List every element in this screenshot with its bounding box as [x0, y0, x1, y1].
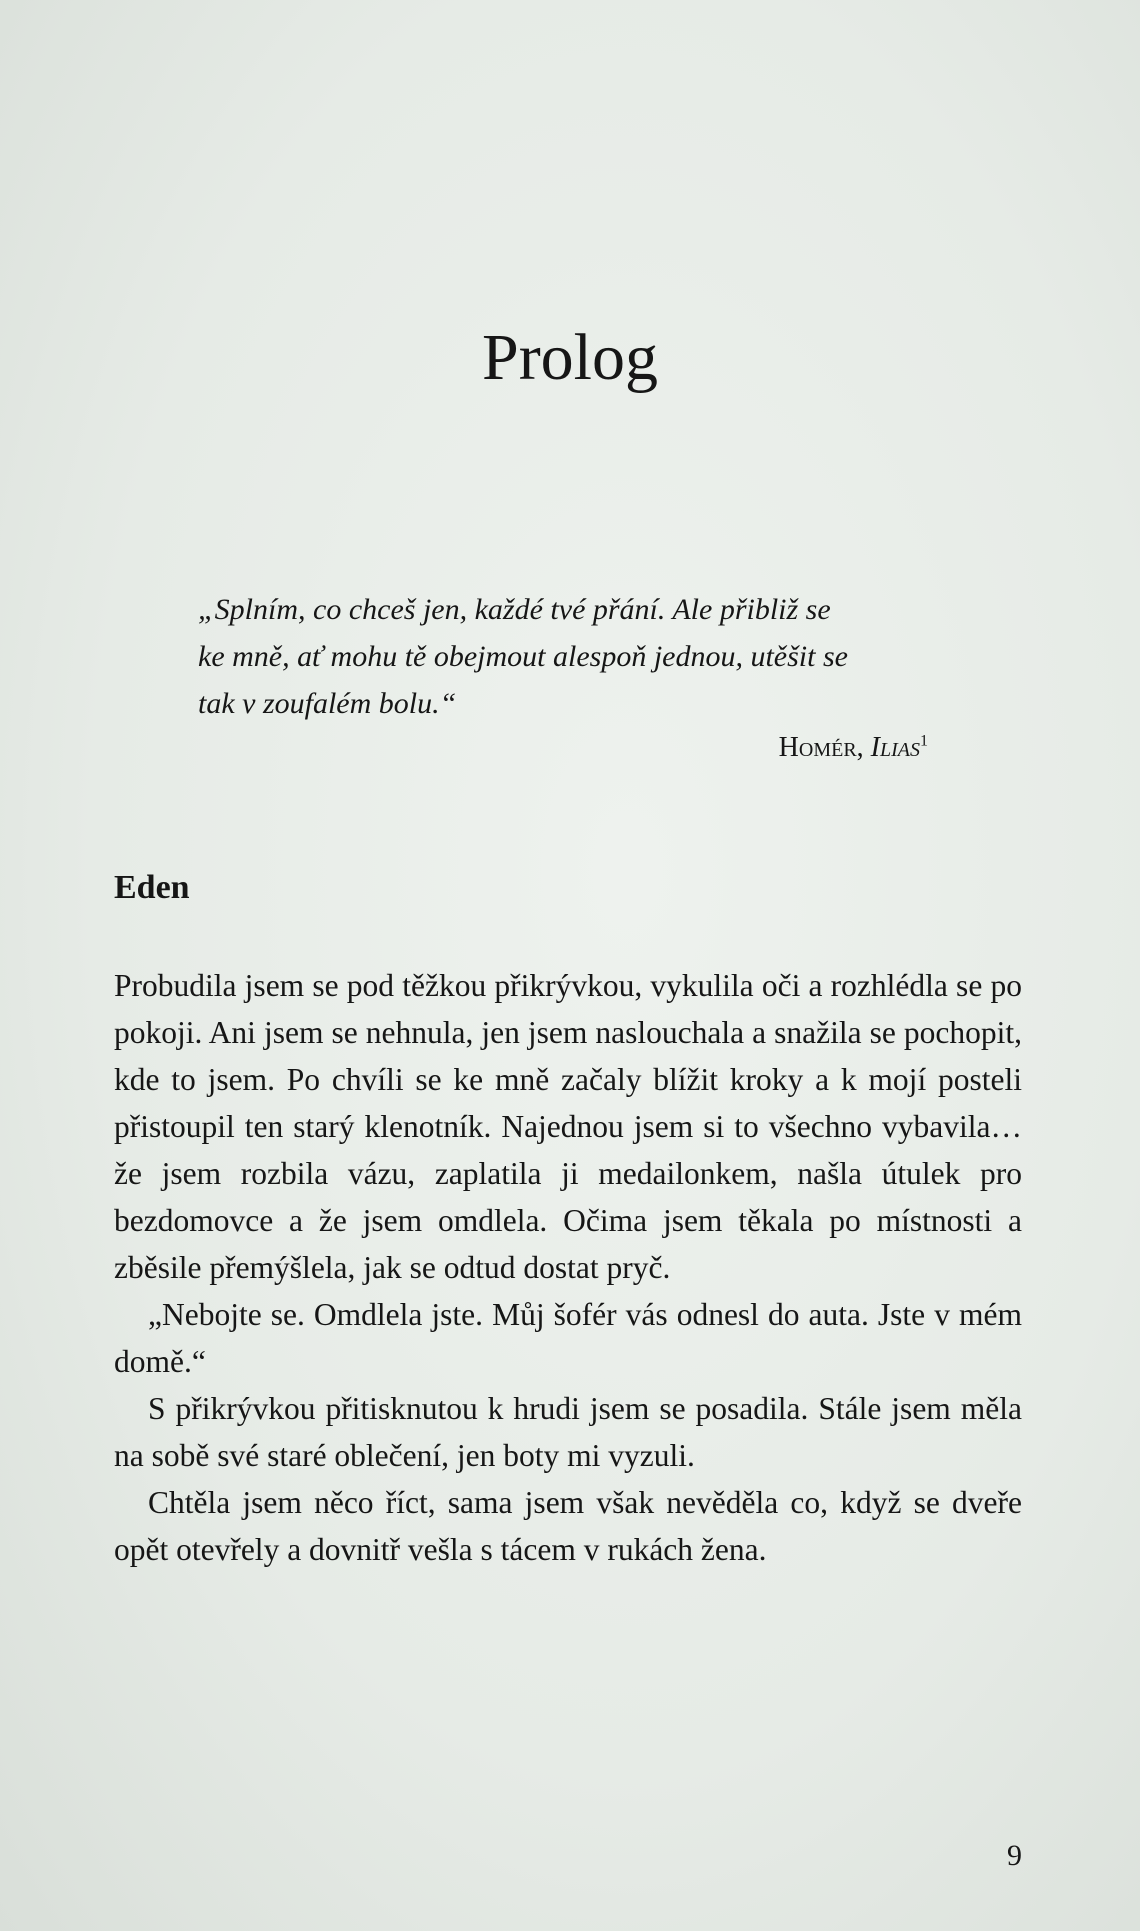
- epigraph-author: Homér,: [778, 732, 864, 763]
- page-number: 9: [1007, 1839, 1022, 1872]
- epigraph-line: ke mně, ať mohu tě obejmout alespoň jednou, utěšit se: [198, 640, 848, 673]
- chapter-title: Prolog: [481, 321, 659, 394]
- epigraph-work: Ilias: [870, 732, 920, 763]
- epigraph-attribution: [779, 728, 928, 768]
- paragraph: „Nebojte se. Omdlela jste. Můj šofér vás odnesl do auta. Jste v mém domě.“: [114, 1297, 1022, 1379]
- epigraph-line: „Splním, co chceš jen, každé tvé přání. Ale přibliž se: [198, 593, 831, 626]
- epigraph-line: tak v zoufalém bolu.“: [198, 687, 457, 720]
- body-text: [114, 962, 1022, 1573]
- paragraph: Chtěla jsem něco říct, sama jsem však nevěděla co, když se dveře opět otevřely a dovnitř vešla s tácem v rukách žena.: [114, 1485, 1022, 1567]
- epigraph: [198, 586, 978, 727]
- paragraph: Probudila jsem se pod těžkou přikrývkou, vykulila oči a rozhlédla se po pokoji. Ani jsem se nehnula, jen jsem naslouchala a snažila se pochopit, kde to jsem. Po chvíli se ke mně začaly blížit kroky a k mojí posteli přistoupil ten starý klenotník. Najednou jsem si to všechno vybavila… že jsem rozbila vázu, zaplatila ji medailonkem, našla útulek pro bezdomovce a že jsem omdlela. Očima jsem těkala po místnosti a zběsile přemýšlela, jak se odtud dostat pryč.: [114, 968, 1022, 1285]
- footnote-mark: 1: [920, 732, 928, 750]
- section-heading: Eden: [114, 869, 190, 906]
- paragraph: S přikrývkou přitisknutou k hrudi jsem se posadila. Stále jsem měla na sobě své staré oblečení, jen boty mi vyzuli.: [114, 1391, 1022, 1473]
